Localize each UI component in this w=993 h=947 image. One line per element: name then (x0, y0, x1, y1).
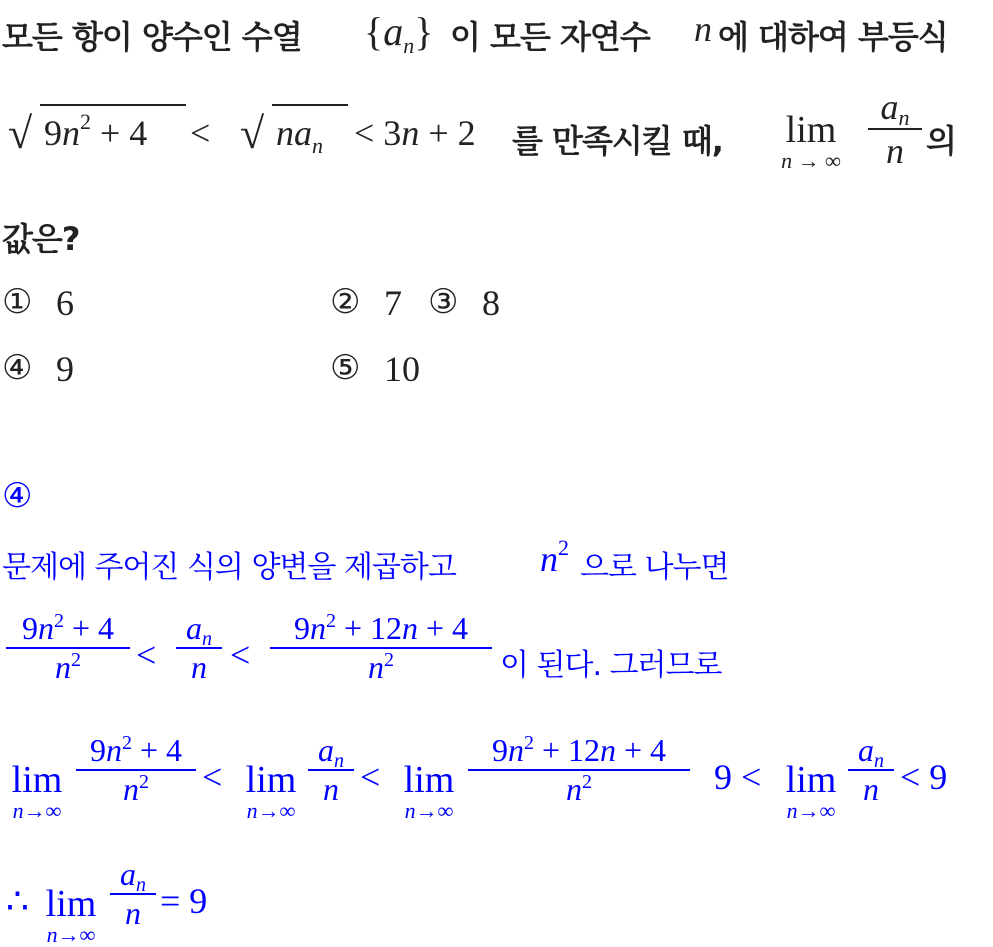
expr-lt-3n-plus-2: < 3n + 2 (354, 113, 476, 153)
choice-1-mark: ① (2, 282, 33, 322)
choice-4-mark: ④ (2, 348, 33, 388)
solution-answer: ④ (2, 476, 33, 516)
choice-2-mark: ② (330, 282, 361, 322)
problem-text-line1-c: 에 대하여 부등식 (718, 18, 948, 56)
therefore-symbol: ∴ (6, 881, 29, 921)
expr-9n2-plus-4: $9n^2 + 4$ (44, 109, 148, 153)
problem-text-line3: 값은? (2, 220, 80, 258)
limit-operator-2: lim n→∞ (245, 759, 297, 823)
expr-equals-9: = 9 (160, 881, 208, 921)
limit-operator-problem: lim n → ∞ (781, 109, 841, 173)
limit-operator-final: lim n→∞ (45, 883, 97, 947)
choice-5-value: 10 (384, 349, 420, 389)
expr-n-squared: $n^2$ (540, 535, 569, 579)
fraction-limit-squeeze: an n (848, 732, 894, 808)
sqrt-sign-1: √ (8, 109, 33, 158)
choice-5-mark: ⑤ (330, 348, 361, 388)
sqrt-bar-1 (40, 104, 186, 106)
fraction-9n2-4-over-n2: $9n^2 + 4$ $n^2$ (6, 610, 130, 686)
expr-9-lt: 9 < (714, 757, 762, 797)
solution-step1: 문제에 주어진 식의 양변을 제곱하고 (2, 550, 456, 585)
problem-text-line2-tail: 를 만족시킬 때, (512, 122, 723, 160)
limit-operator-3: lim n→∞ (403, 759, 455, 823)
problem-text-line1-b: 이 모든 자연수 (450, 18, 650, 56)
choice-3-mark: ③ (428, 282, 459, 322)
less-than-3: < (230, 635, 251, 675)
fraction-9n2-12n-4-over-n2: $9n^2 + 12n + 4$ $n^2$ (270, 610, 492, 686)
choice-1-value: 6 (56, 283, 74, 323)
expr-n-an: $na_n$ (276, 113, 323, 158)
fraction-limit-left: $9n^2 + 4$ $n^2$ (76, 732, 196, 808)
less-than-5: < (360, 757, 381, 797)
expr-lt-9: < 9 (900, 757, 948, 797)
solution-step2-tail: 이 된다. 그러므로 (500, 648, 722, 683)
less-than-2: < (136, 635, 157, 675)
choice-4-value: 9 (56, 349, 74, 389)
fraction-limit-right: $9n^2 + 12n + 4$ $n^2$ (468, 732, 690, 808)
limit-operator-1: lim n→∞ (11, 759, 63, 823)
less-than-4: < (202, 757, 223, 797)
sqrt-sign-2: √ (240, 109, 265, 158)
less-than-1: < (190, 113, 211, 153)
problem-text-line1-a: 모든 항이 양수인 수열 (2, 18, 302, 56)
var-n: n (694, 9, 712, 49)
fraction-limit-middle: an n (308, 732, 354, 808)
choice-2-value: 7 (384, 283, 402, 323)
sequence-notation: $\{a_n\}$ (364, 9, 434, 58)
fraction-an-over-n-2: an n (176, 610, 222, 686)
sqrt-bar-2 (272, 104, 348, 106)
limit-operator-4: lim n→∞ (785, 759, 837, 823)
fraction-an-over-n: an n (868, 86, 922, 172)
fraction-final: an n (110, 856, 156, 932)
solution-step1-tail: 으로 나누면 (580, 550, 729, 585)
problem-text-line2-end: 의 (926, 122, 956, 160)
choice-3-value: 8 (482, 283, 500, 323)
